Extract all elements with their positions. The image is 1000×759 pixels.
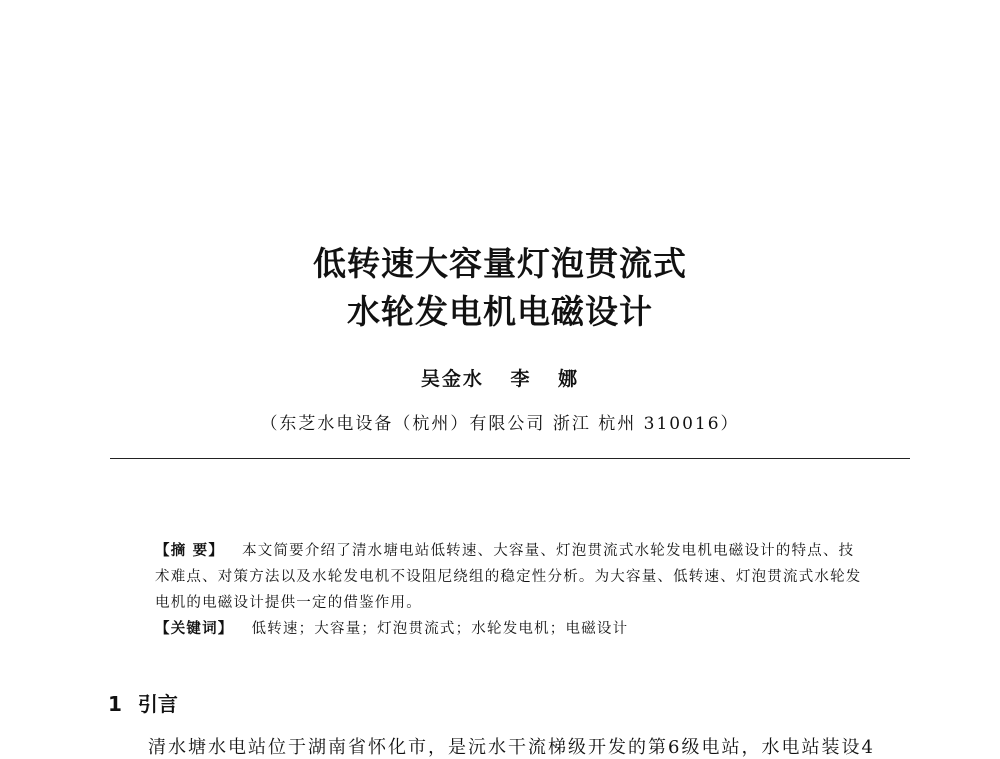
keywords-label: 【关键词】 <box>155 620 234 637</box>
abstract-label: 【摘 要】 <box>155 542 225 559</box>
keywords-paragraph <box>155 616 870 642</box>
body-text-line: 清水塘水电站位于湖南省怀化市，是沅水干流梯级开发的第6级电站，水电站装设4 <box>148 737 875 758</box>
abstract-text: 本文简要介绍了清水塘电站低转速、大容量、灯泡贯流式水轮发电机电磁设计的特点、技术难点、对策方法以及水轮发电机不设阻尼绕组的稳定性分析。为大容量、低转速、灯泡贯流式水轮发电机的电磁设计提供一定的借鉴作用。 <box>155 543 862 611</box>
affiliation: （东芝水电设备（杭州）有限公司 浙江 杭州 310016） <box>260 414 740 434</box>
section-number: 1 <box>108 692 122 716</box>
section-title: 引言 <box>137 692 178 716</box>
keywords-text: 低转速；大容量；灯泡贯流式；水轮发电机；电磁设计 <box>251 621 629 637</box>
section-heading <box>108 688 178 717</box>
paper-title-line-2: 水轮发电机电磁设计 <box>347 292 653 331</box>
abstract-block <box>155 538 870 642</box>
authors: 吴金水 李 娜 <box>420 368 580 390</box>
abstract-paragraph <box>155 538 870 616</box>
paper-title-line-1: 低转速大容量灯泡贯流式 <box>313 244 687 283</box>
header-divider <box>110 458 910 459</box>
